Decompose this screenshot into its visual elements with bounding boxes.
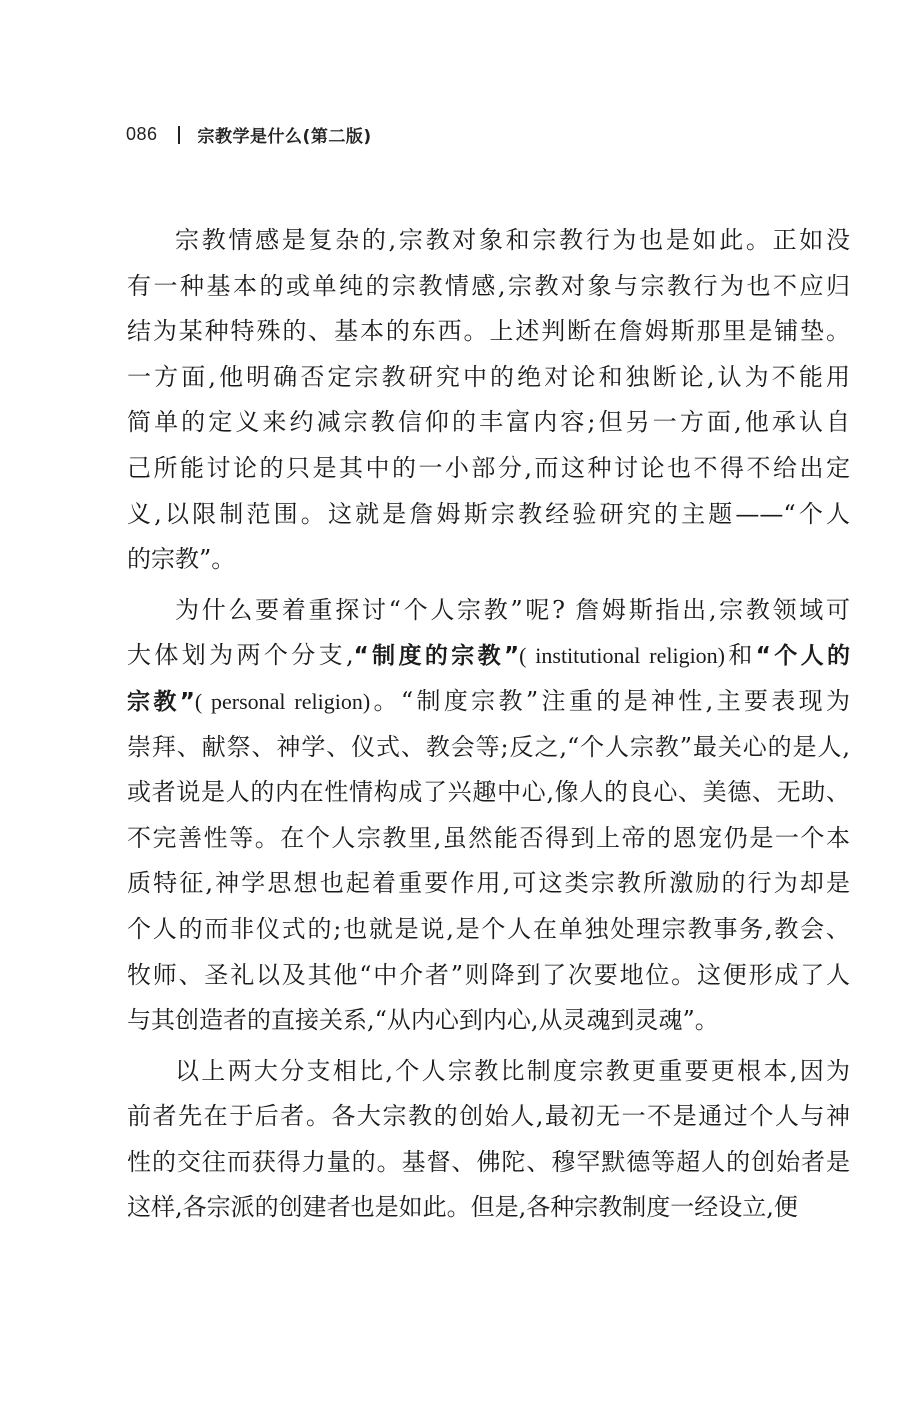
bold-term: 宗教” [127,688,195,715]
body-text [127,218,850,1231]
page-number: 086 [126,124,158,144]
text-line [127,679,850,725]
text-segment: 。“制度宗教”注重的是神性,主要表现为 [370,686,851,715]
text-line [127,907,850,953]
text-line [127,633,850,679]
text-segment: 不完善性等。在个人宗教里,虽然能否得到上帝的恩宠仍是一个本 [127,823,850,852]
text-segment: 义,以限制范围。这就是詹姆斯宗教经验研究的主题——“个人 [127,499,850,528]
text-segment: 个人的而非仪式的;也就是说,是个人在单独处理宗教事务,教会、 [127,914,850,943]
text-line [127,1140,850,1186]
text-line [127,264,850,310]
text-line [127,861,850,907]
text-segment: 或者说是人的内在性情构成了兴趣中心,像人的良心、美德、无助、 [127,778,850,807]
text-segment: 为什么要着重探讨“个人宗教”呢? 詹姆斯指出,宗教领域可 [175,595,850,624]
text-line [127,492,850,538]
text-segment: 与其创造者的直接关系,“从内心到内心,从灵魂到灵魂”。 [127,1006,719,1035]
bold-term: “制度的宗教” [353,643,520,670]
text-line [127,400,850,446]
text-line [127,1049,850,1095]
text-line [127,218,850,264]
text-segment: 的宗教”。 [127,545,236,574]
paragraph [127,218,850,583]
header-divider [178,126,180,144]
text-line [127,725,850,771]
text-segment: 有一种基本的或单纯的宗教情感,宗教对象与宗教行为也不应归 [127,271,850,300]
text-segment: 牧师、圣礼以及其他“中介者”则降到了次要地位。这便形成了人 [127,960,850,989]
text-segment: 结为某种特殊的、基本的东西。上述判断在詹姆斯那里是铺垫。 [127,317,850,346]
text-segment: 性的交往而获得力量的。基督、佛陀、穆罕默德等超人的创始者是 [127,1147,850,1176]
text-segment: 简单的定义来约减宗教信仰的丰富内容;但另一方面,他承认自 [127,408,850,437]
text-segment: 大体划为两个分支, [127,641,354,670]
text-segment: 崇拜、献祭、神学、仪式、教会等;反之,“个人宗教”最关心的是人, [127,732,850,761]
paragraph [127,1049,850,1231]
text-line [127,588,850,634]
text-segment: 和 [725,641,756,670]
english-term: ( personal religion) [194,688,371,714]
text-line [127,1185,850,1231]
text-line [127,446,850,492]
text-line [127,953,850,999]
text-line [127,1094,850,1140]
bold-term: “个人的 [755,643,850,670]
english-term: ( institutional religion) [519,643,726,669]
text-line [127,355,850,401]
running-header [126,122,372,147]
text-line [127,537,850,583]
text-segment: 质特征,神学思想也起着重要作用,可这类宗教所激励的行为却是 [127,869,850,898]
text-line [127,816,850,862]
text-segment: 以上两大分支相比,个人宗教比制度宗教更重要更根本,因为 [175,1056,850,1085]
text-segment: 一方面,他明确否定宗教研究中的绝对论和独断论,认为不能用 [127,362,850,391]
text-segment: 这样,各宗派的创建者也是如此。但是,各种宗教制度一经设立,便 [127,1193,798,1222]
text-line [127,309,850,355]
book-title: 宗教学是什么(第二版) [197,127,372,147]
text-segment: 前者先在于后者。各大宗教的创始人,最初无一不是通过个人与神 [127,1102,850,1131]
paragraph [127,588,850,1044]
text-line [127,998,850,1044]
text-segment: 宗教情感是复杂的,宗教对象和宗教行为也是如此。正如没 [175,226,850,254]
text-line [127,770,850,816]
text-segment: 己所能讨论的只是其中的一小部分,而这种讨论也不得不给出定 [127,453,850,482]
